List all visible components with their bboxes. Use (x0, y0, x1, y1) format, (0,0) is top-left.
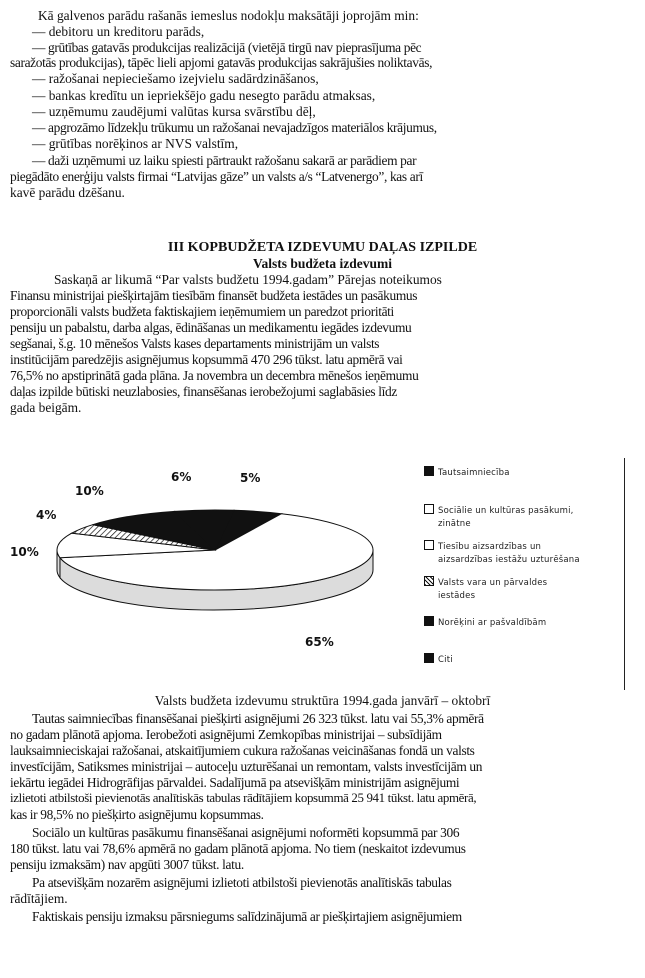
paragraph-line: 76,5% no apstiprinātā gada plāna. Ja novembra un decembra mēnešos ieņēmumu (10, 368, 419, 383)
paragraph-line: institūcijām paredzējis asignējumus kopsummā 470 296 tūkst. latu apmērā vai (10, 352, 403, 367)
body-line: kas ir 98,5% no piešķirto asignējumu kopsummas. (10, 807, 264, 822)
paragraph-line: gada beigām. (10, 400, 82, 415)
pie-label: 10% (10, 545, 39, 559)
pie-label: 10% (75, 484, 104, 498)
legend-swatch (424, 540, 434, 550)
paragraph-line: segšanai, š.g. 10 mēnešos Valsts kases departaments ministrijām un valsts (10, 336, 380, 351)
debt-item: kavē parādu dzēšanu. (10, 185, 125, 200)
debt-item: — bankas kredītu un iepriekšējo gadu nesegto parādu atmaksas, (32, 88, 376, 103)
paragraph-line: daļas izpilde būtiski neuzlabosies, finansēšanas ierobežojumi saglabāsies līdz (10, 384, 397, 399)
legend-item: Tautsaimniecība (424, 466, 510, 480)
chart-legend (424, 458, 636, 690)
body-line: pensiju izmaksām) nav apgūti 3007 tūkst. latu. (10, 857, 244, 872)
body-line: rādītājiem. (10, 891, 68, 906)
chart-caption: Valsts budžeta izdevumu struktūra 1994.gada janvārī – oktobrī (154, 693, 491, 708)
body-line: lauksaimnieciskajai ražošanai, atskaitījumiem cukura ražošanas veicināšanas fondā un valsts (10, 743, 475, 758)
legend-item-cont: iestādes (438, 591, 476, 601)
section-subtitle: Valsts budžeta izdevumi (252, 256, 392, 271)
legend-swatch (424, 504, 434, 514)
pie-label: 6% (171, 470, 192, 484)
legend-item: Tiesību aizsardzības un (424, 540, 541, 554)
paragraph-line: proporcionāli valsts budžeta faktiskajiem ieņēmumiem un paredzot prioritāti (10, 304, 394, 319)
debt-item: — ražošanai nepieciešamo izejvielu sadārdzināšanos, (32, 71, 319, 86)
debt-item: piegādāto enerģiju valsts firmai “Latvijas gāze” un valsts a/s “Latvenergo”, kas arī (10, 169, 423, 184)
legend-item-cont: aizsardzības iestāžu uzturēšana (438, 555, 580, 565)
pie-label: 4% (36, 508, 57, 522)
pie-chart (0, 460, 420, 690)
debt-item: — uzņēmumu zaudējumi valūtas kursa svārstību dēļ, (32, 104, 316, 119)
debt-item: — debitoru un kreditoru parāds, (32, 24, 205, 39)
body-line: Sociālo un kultūras pasākumu finansēšanai asignējumi noformēti kopsummā par 306 (32, 825, 460, 840)
body-line: iekārtu iegādei Hidrogrāfijas pārvaldei. Sadalījumā pa atsevišķām ministrijām asignējumi (10, 775, 460, 790)
legend-swatch (424, 653, 434, 663)
legend-swatch (424, 466, 434, 476)
debt-item: saražotās produkcijas), tāpēc lieli apjomi gatavās produkcijas sakrājušies noliktavās, (10, 55, 433, 70)
paragraph-line: Saskaņā ar likumā “Par valsts budžetu 1994.gadam” Pārejas noteikumos (54, 272, 442, 287)
body-line: Faktiskais pensiju izmaksu pārsniegums salīdzinājumā ar piešķirtajiem asignējumiem (32, 909, 462, 924)
legend-item-cont: zinātne (438, 519, 471, 529)
body-line: Tautas saimniecības finansēšanai piešķirti asignējumi 26 323 tūkst. latu vai 55,3% apmērā (32, 711, 484, 726)
legend-swatch (424, 616, 434, 626)
body-line: investīcijām, Satiksmes ministrijai – autoceļu uzturēšanai un remontam, valsts investīcijām un (10, 759, 483, 774)
legend-item: Citi (424, 653, 453, 667)
pie-label: 5% (240, 471, 261, 485)
body-line: izlietoti atbilstoši pievienotās analītiskās tabulas rādītājiem kopsummā 25 941 tūkst. latu apmērā, (10, 791, 477, 805)
legend-swatch (424, 576, 434, 586)
legend-item: Sociālie un kultūras pasākumi, (424, 504, 574, 518)
section-title: III KOPBUDŽETA IZDEVUMU DAĻAS IZPILDE (167, 240, 478, 255)
paragraph-line: Finansu ministrijai piešķirtajām tiesībām finansēt budžeta iestādes un pasākumus (10, 288, 418, 303)
legend-item: Valsts vara un pārvaldes (424, 576, 547, 590)
debt-item: — daži uzņēmumi uz laiku spiesti pārtraukt ražošanu sakarā ar parādiem par (32, 153, 417, 168)
body-line: 180 tūkst. latu vai 78,6% apmērā no gadam plānotā apjoma. No tiem (neskaitot izdevumus (10, 841, 466, 856)
paragraph-line: pensiju un pabalstu, darba algas, ēdināšanas un medikamentu iegādes izdevumu (10, 320, 412, 335)
body-line: Pa atsevišķām nozarēm asignējumi izlietoti atbilstoši pievienotās analītiskās tabulas (32, 875, 452, 890)
body-line: no gadam plānotā apjoma. Ierobežoti asignējumi Zemkopības ministrijai – subsīdijām (10, 727, 442, 742)
pie-label: 65% (305, 635, 334, 649)
legend-border (624, 458, 625, 690)
debt-item: — apgrozāmo līdzekļu trūkumu un ražošanai nevajadzīgos materiālos krājumus, (32, 120, 437, 135)
debt-item: — grūtības norēķinos ar NVS valstīm, (32, 136, 239, 151)
debt-intro: Kā galvenos parādu rašanās iemeslus nodokļu maksātāji joprojām min: (38, 8, 419, 23)
debt-item: — grūtības gatavās produkcijas realizācijā (vietējā tirgū nav pieprasījuma pēc (32, 40, 422, 55)
legend-item: Norēķini ar pašvaldībām (424, 616, 546, 630)
